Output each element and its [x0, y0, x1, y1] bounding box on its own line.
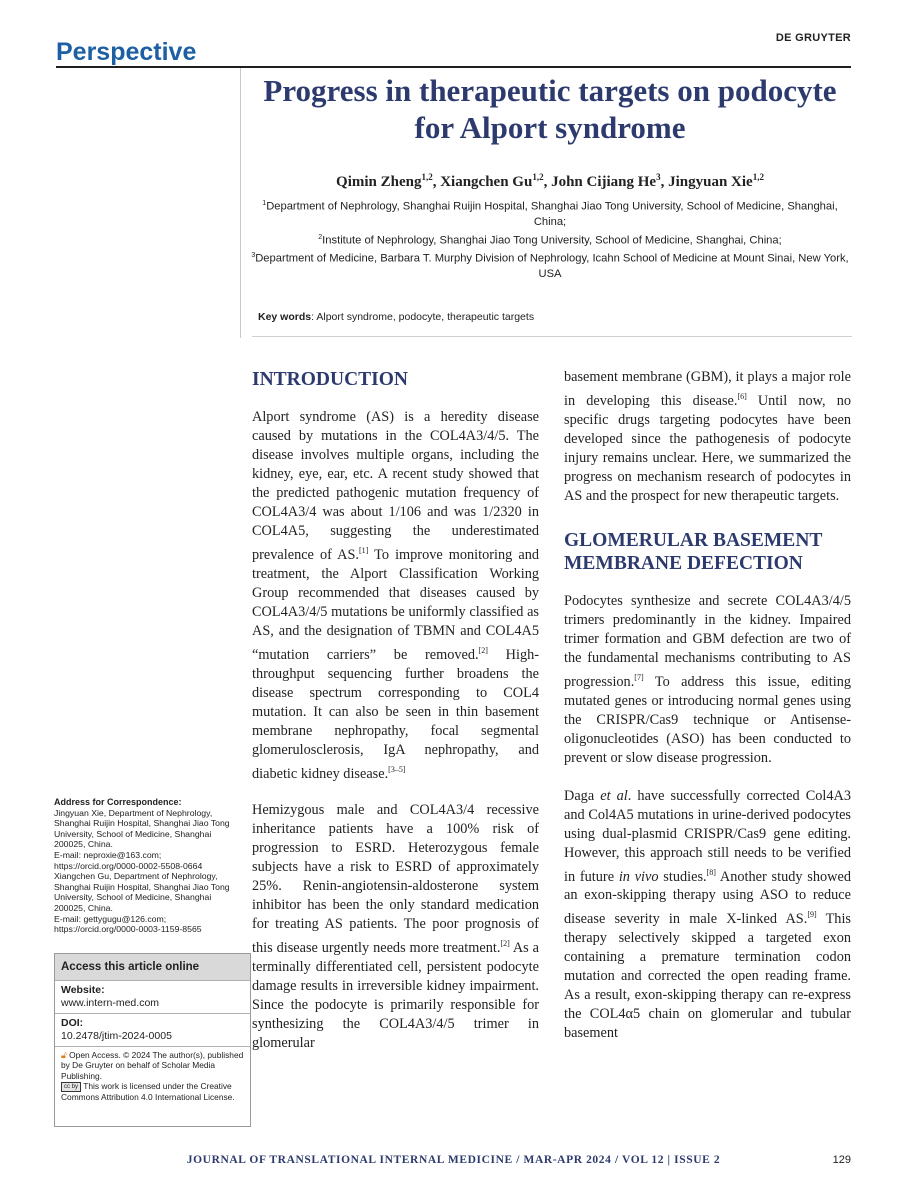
intro1-run: Alport syndrome (AS) is a heredity disease caused by mutations in the COL4A3/4/5. The disease involves multiple organs, including the kidney, eye, ear, etc. A recent study showed that the predicted pathogenic mutation frequency of COL4A3/4 was about 1/106 and was 1/2320 in COL4A5, suggesting the underestimated prevalence of AS. — [252, 409, 539, 563]
author-affiliation-mark: 1,2 — [421, 172, 433, 182]
gbm2-run: in vivo — [618, 868, 659, 885]
gbm1-run: To address this issue, editing mutated genes or introducing normal genes using the CRISPR/Cas9 technique or Antisense-oligonucleotides (ASO) has been conducted to prevent or slow disease progression. — [564, 673, 851, 766]
author-list — [250, 172, 850, 191]
keywords-label: Key words — [258, 311, 312, 323]
license-block — [55, 1046, 250, 1105]
website-label: Website: — [61, 984, 105, 996]
cc-by-icon[interactable]: cc by — [61, 1082, 81, 1092]
keywords-rule — [252, 336, 852, 337]
gbm2-run: et al — [600, 787, 628, 804]
affiliation-number: 2 — [318, 233, 323, 241]
citation-ref[interactable]: [6] — [737, 392, 747, 401]
affiliation — [250, 248, 850, 282]
gbm2-run: Daga — [564, 787, 601, 804]
affiliation-text: Department of Medicine, Barbara T. Murphy Division of Nephrology, Icahn School of Medicine at Mount Sinai, New York, USA — [255, 253, 849, 281]
doi-label: DOI: — [61, 1017, 84, 1029]
affiliation — [250, 196, 850, 230]
gbm2-run: . have successfully corrected Col4A3 and Col4A5 mutations in urine-derived podocytes using dual-plasmid CRISPR/Cas9 gene editing. However, this approach still needs to be verified in future — [564, 787, 851, 885]
intro2-run: basement membrane (GBM), it plays a major role in developing this disease. — [564, 369, 851, 409]
correspondence-block — [54, 797, 238, 935]
intro-heading: INTRODUCTION — [252, 369, 409, 390]
author-name: John Cijiang He — [551, 174, 657, 190]
gbm2-run: studies. — [658, 868, 707, 885]
open-access-text: Open Access. © 2024 The author(s), published by De Gruyter on behalf of Scholar Media Publishing. — [61, 1050, 244, 1081]
intro-paragraph-1 — [252, 408, 539, 783]
author-separator: , — [543, 174, 552, 190]
page-number: 129 — [832, 1154, 851, 1166]
author-name: Xiangchen Gu — [440, 174, 533, 190]
open-access-icon: 🔓︎ — [61, 1050, 67, 1060]
author-affiliation-mark: 3 — [656, 172, 661, 182]
affiliations — [250, 196, 850, 282]
correspondence-lines — [54, 808, 238, 935]
correspondence-contact[interactable]: https://orcid.org/0000-0002-5508-0664 — [54, 860, 203, 871]
citation-ref[interactable]: [2] — [500, 939, 510, 949]
citation-ref[interactable]: [1] — [359, 546, 369, 555]
section-label: Perspective — [56, 38, 197, 66]
intro1-run: To improve monitoring and treatment, the Alport Classification Working Group recommended that diseases caused by COL4A3/4/5 mutations be uniformly classified as AS, and the designation of TBMN and COL4A5 “mutation carriers” be removed. — [252, 546, 540, 663]
gbm1-run: Podocytes synthesize and secrete COL4A3/4/5 trimers predominantly in the kidney. Impaired trimer formation and GBM defection are two of the fundamental mechanisms contributing to AS progression. — [564, 592, 851, 690]
intro-paragraph-2-continued — [564, 368, 851, 506]
article-title: Progress in therapeutic targets on podocyte for Alport syndrome — [263, 73, 837, 145]
correspondence-title: Address for Correspondence: — [54, 797, 182, 807]
correspondence-contact[interactable]: E-mail: neproxie@163.com; — [54, 849, 162, 860]
keywords-text: : Alport syndrome, podocyte, therapeutic targets — [311, 311, 535, 323]
doi-row — [55, 1013, 250, 1046]
correspondence-text: Jingyuan Xie, Department of Nephrology, Shanghai Ruijin Hospital, Shanghai Jiao Tong University, School of Medicine, Shanghai 200025, China. — [54, 807, 230, 850]
citation-ref[interactable]: [3–5] — [388, 764, 406, 774]
access-heading: Access this article online — [55, 954, 250, 980]
gbm-paragraph-1 — [564, 592, 851, 768]
affiliation-number: 3 — [251, 252, 256, 260]
doi-link[interactable]: 10.2478/jtim-2024-0005 — [61, 1030, 172, 1042]
access-article-box — [54, 953, 251, 1127]
correspondence-contact[interactable]: https://orcid.org/0000-0003-1159-8565 — [54, 924, 202, 935]
license-text: This work is licensed under the Creative Commons Attribution 4.0 International License. — [61, 1080, 235, 1102]
intro1-run: High-throughput sequencing further broadens the disease spectrum corresponding to COL4 mutation. It can also be seen in thin basement membrane nephropathy, focal segmental glomerulosclerosis, IgA nephropathy, and diabetic kidney disease. — [252, 646, 540, 782]
website-link[interactable]: www.intern-med.com — [61, 997, 160, 1009]
author-name: Qimin Zheng — [336, 174, 422, 190]
right-column — [564, 368, 851, 1043]
affiliation — [250, 230, 850, 249]
citation-ref[interactable]: [7] — [634, 672, 644, 682]
journal-line: JOURNAL OF TRANSLATIONAL INTERNAL MEDICINE / MAR-APR 2024 / VOL 12 | ISSUE 2 — [186, 1154, 721, 1166]
citation-ref[interactable]: [8] — [706, 867, 716, 877]
citation-ref[interactable]: [2] — [478, 645, 488, 655]
affiliation-text: Department of Nephrology, Shanghai Ruijin Hospital, Shanghai Jiao Tong University, School of Medicine, Shanghai, China; — [266, 200, 838, 228]
intro-paragraph-2 — [252, 801, 539, 1053]
correspondence-text: Xiangchen Gu, Department of Nephrology, Shanghai Ruijin Hospital, Shanghai Jiao Tong University, School of Medicine, Shanghai 200025, China. — [54, 871, 230, 913]
website-row — [55, 980, 250, 1013]
keywords — [258, 311, 534, 323]
gbm-paragraph-2 — [564, 787, 851, 1044]
citation-ref[interactable]: [9] — [807, 910, 817, 920]
intro2-run: As a terminally differentiated cell, persistent podocyte damage results in irreversible kidney impairment. Since the podocyte is primarily responsible for synthesizing the COL4A3/4/5 trimer in glomerular — [252, 940, 540, 1052]
gbm-heading: GLOMERULAR BASEMENT MEMBRANE DEFECTION — [564, 529, 823, 574]
author-affiliation-mark: 1,2 — [532, 172, 544, 182]
author-separator: , — [432, 174, 441, 190]
header-vertical-divider — [240, 68, 241, 338]
author-separator: , — [660, 174, 669, 190]
gbm2-run: This therapy selectively skipped a targeted exon containing a premature termination codon mutation and corrected the open reading frame. As a result, exon-skipping therapy can re-express the COL4α5 chain on glomerular and tubular basement — [564, 911, 851, 1042]
author-name: Jingyuan Xie — [668, 174, 753, 190]
author-affiliation-mark: 1,2 — [752, 172, 764, 182]
intro2-run: Until now, no specific drugs targeting podocytes have been developed since the pathogenesis of podocyte injury remains unclear. Here, we summarized the progress on mechanism research of podocytes in AS and the prospect for new therapeutic targets. — [564, 392, 851, 504]
publisher-name: DE GRUYTER — [775, 32, 851, 44]
affiliation-number: 1 — [262, 200, 267, 207]
intro2-run: Hemizygous male and COL4A3/4 recessive inheritance patients have a 100% risk of progression to ESRD. Heterozygous female subjects have a risk to ESRD of approximately 25%. Renin-angiotensin-aldosterone system inhibitor has been the only standard medication for treating AS patients. The poor prognosis of this disease urgently needs more treatment. — [252, 802, 539, 957]
page-footer — [56, 1154, 851, 1172]
left-column — [252, 368, 539, 1053]
gbm2-run: Another study showed an exon-skipping therapy using ASO to reduce disease severity in male X-linked AS. — [564, 868, 851, 928]
header-rule — [56, 66, 851, 68]
affiliation-text: Institute of Nephrology, Shanghai Jiao Tong University, School of Medicine, Shanghai, China; — [322, 234, 782, 247]
correspondence-contact[interactable]: E-mail: gettygugu@126.com; — [54, 913, 167, 924]
